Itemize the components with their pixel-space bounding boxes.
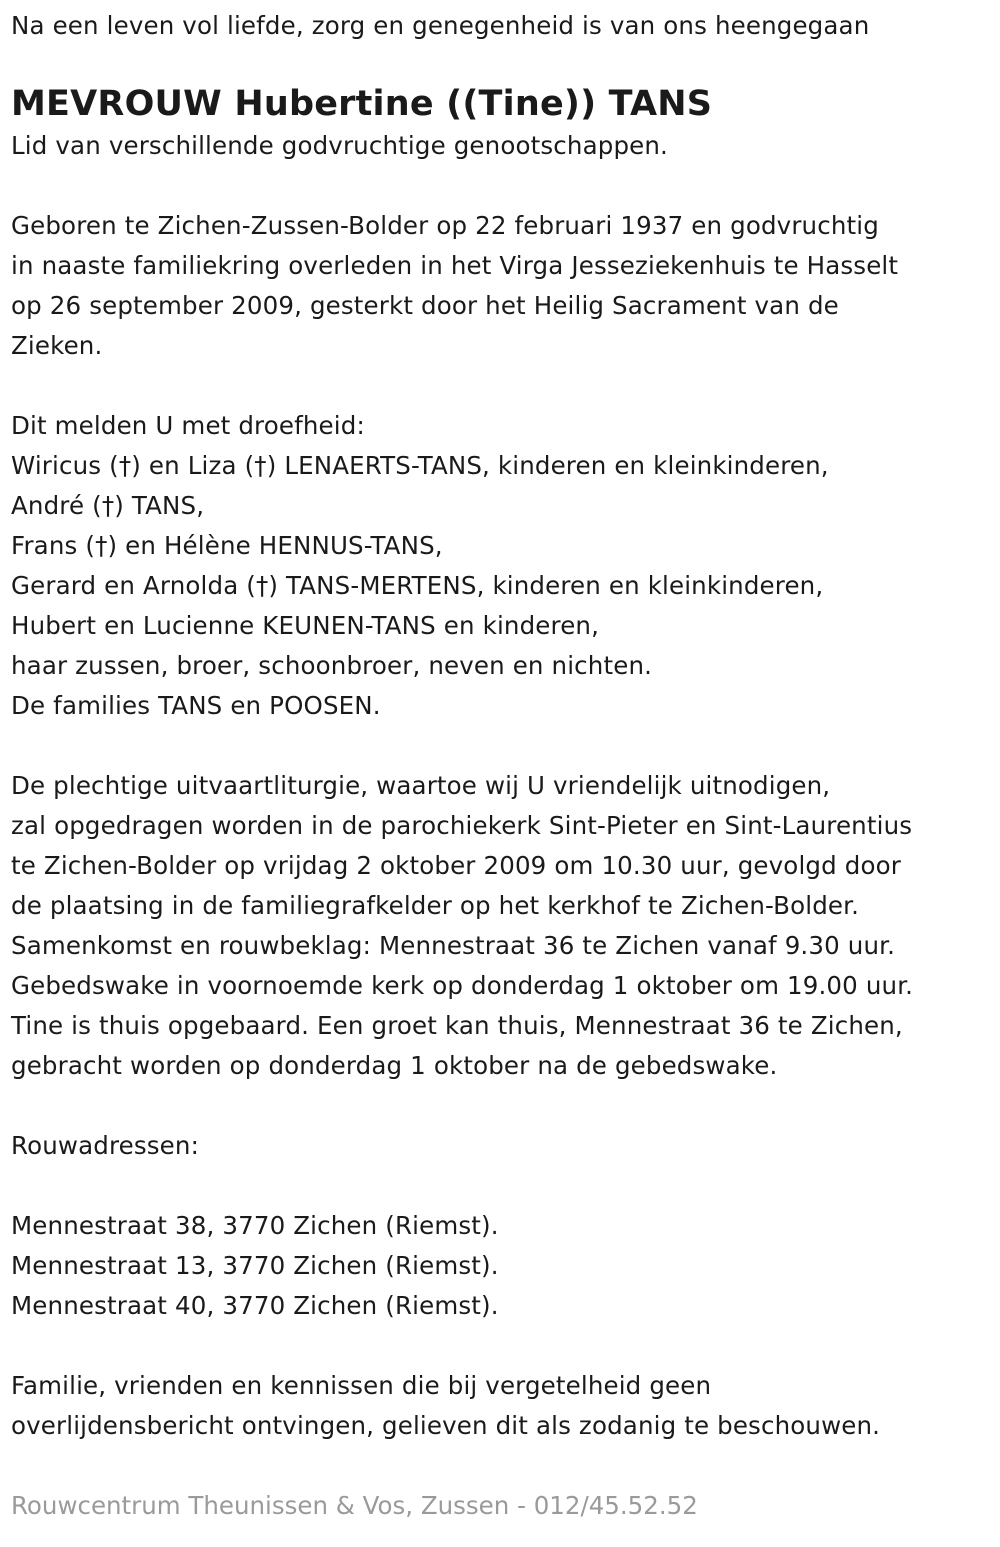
family-line: De families TANS en POOSEN. — [11, 691, 381, 720]
family-line: haar zussen, broer, schoonbroer, neven en nichten. — [11, 651, 653, 680]
addresses-heading: Rouwadressen: — [11, 1131, 199, 1160]
family-line: André (†) TANS, — [11, 491, 205, 520]
family-line: Frans (†) en Hélène HENNUS-TANS, — [11, 531, 443, 560]
funeral-paragraph — [11, 766, 991, 1086]
funeral-line: Gebedswake in voornoemde kerk op donderdag 1 oktober om 19.00 uur. — [11, 971, 914, 1000]
birth-death-line: in naaste familiekring overleden in het Virga Jesseziekenhuis te Hasselt — [11, 251, 899, 280]
intro-line: Na een leven vol liefde, zorg en genegenheid is van ons heengegaan — [11, 11, 870, 40]
address-line: Mennestraat 38, 3770 Zichen (Riemst). — [11, 1211, 499, 1240]
announcement-intro: Dit melden U met droefheid: — [11, 411, 365, 440]
funeral-line: Tine is thuis opgebaard. Een groet kan thuis, Mennestraat 36 te Zichen, — [11, 1011, 903, 1040]
family-paragraph — [11, 406, 991, 726]
funeral-line: de plaatsing in de familiegrafkelder op het kerkhof te Zichen-Bolder. — [11, 891, 860, 920]
obituary-page — [11, 6, 991, 1526]
spacer — [11, 1086, 991, 1126]
closing-paragraph — [11, 1366, 991, 1446]
funeral-line: te Zichen-Bolder op vrijdag 2 oktober 2009 om 10.30 uur, gevolgd door — [11, 851, 901, 880]
family-line: Hubert en Lucienne KEUNEN-TANS en kinderen, — [11, 611, 600, 640]
funeral-line: De plechtige uitvaartliturgie, waartoe wij U vriendelijk uitnodigen, — [11, 771, 831, 800]
addresses-list — [11, 1206, 991, 1326]
membership-line: Lid van verschillende godvruchtige genootschappen. — [11, 131, 668, 160]
family-line: Wiricus (†) en Liza (†) LENAERTS-TANS, kinderen en kleinkinderen, — [11, 451, 829, 480]
spacer — [11, 1326, 991, 1366]
deceased-name: MEVROUW Hubertine ((Tine)) TANS — [11, 84, 713, 124]
spacer — [11, 726, 991, 766]
funeral-line: gebracht worden op donderdag 1 oktober na de gebedswake. — [11, 1051, 778, 1080]
spacer — [11, 1166, 991, 1206]
spacer — [11, 1446, 991, 1486]
closing-line: Familie, vrienden en kennissen die bij vergetelheid geen — [11, 1371, 712, 1400]
funeral-line: zal opgedragen worden in de parochiekerk Sint-Pieter en Sint-Laurentius — [11, 811, 913, 840]
birth-death-line: Zieken. — [11, 331, 103, 360]
birth-death-line: Geboren te Zichen-Zussen-Bolder op 22 februari 1937 en godvruchtig — [11, 211, 879, 240]
funeral-line: Samenkomst en rouwbeklag: Mennestraat 36 te Zichen vanaf 9.30 uur. — [11, 931, 896, 960]
birth-death-paragraph — [11, 206, 991, 366]
funeral-home-footer: Rouwcentrum Theunissen & Vos, Zussen - 012/45.52.52 — [11, 1491, 698, 1520]
spacer — [11, 366, 991, 406]
family-line: Gerard en Arnolda (†) TANS-MERTENS, kinderen en kleinkinderen, — [11, 571, 824, 600]
spacer — [11, 166, 991, 206]
birth-death-line: op 26 september 2009, gesterkt door het Heilig Sacrament van de — [11, 291, 839, 320]
address-line: Mennestraat 40, 3770 Zichen (Riemst). — [11, 1291, 499, 1320]
closing-line: overlijdensbericht ontvingen, gelieven dit als zodanig te beschouwen. — [11, 1411, 881, 1440]
address-line: Mennestraat 13, 3770 Zichen (Riemst). — [11, 1251, 499, 1280]
